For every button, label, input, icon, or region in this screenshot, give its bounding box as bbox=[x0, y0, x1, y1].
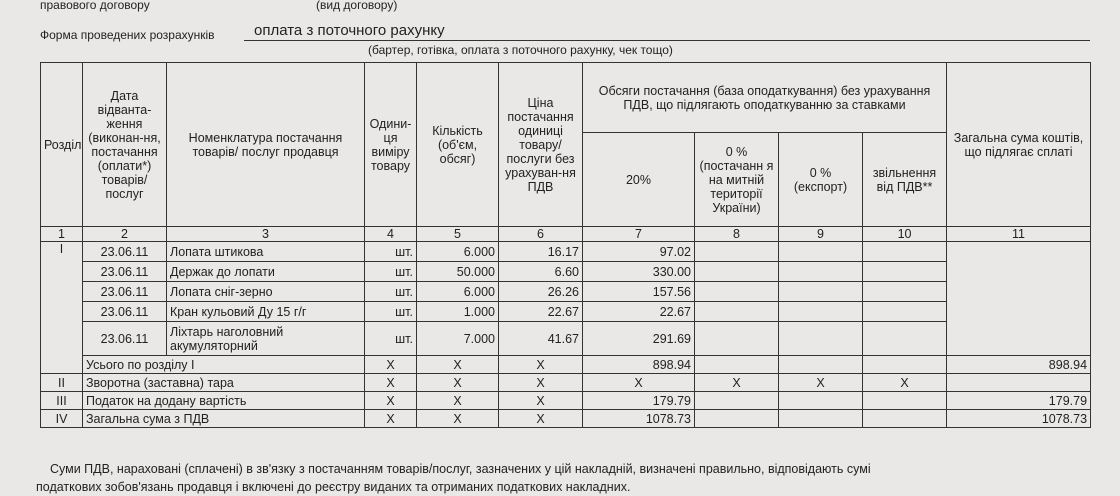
x-mark: X bbox=[365, 410, 417, 428]
header-rate-20: 20% bbox=[583, 133, 695, 227]
x-mark: X bbox=[499, 356, 583, 374]
column-number: 4 bbox=[365, 227, 417, 242]
x-mark: X bbox=[417, 410, 499, 428]
x-mark: X bbox=[365, 374, 417, 392]
item-value-20: 330.00 bbox=[583, 262, 695, 282]
x-mark: X bbox=[417, 374, 499, 392]
item-qty: 6.000 bbox=[417, 242, 499, 262]
table-row bbox=[41, 302, 1091, 322]
item-unit: шт. bbox=[365, 262, 417, 282]
item-name: Лопата сніг-зерно bbox=[167, 282, 365, 302]
header-rate-0-customs: 0 % (постачанн я на митній території України) bbox=[695, 133, 779, 227]
header-price: Ціна постачання одиниці товару/ послуги без урахуван-ня ПДВ bbox=[499, 63, 583, 227]
payment-form-field bbox=[244, 20, 1090, 41]
payment-form-value: оплата з поточного рахунку bbox=[254, 22, 445, 39]
item-date: 23.06.11 bbox=[83, 322, 167, 356]
section-total-sum: 898.94 bbox=[947, 356, 1091, 374]
column-number: 8 bbox=[695, 227, 779, 242]
footer-line-1: Суми ПДВ, нараховані (сплачені) в зв'язку з постачанням товарів/послуг, зазначених у цій накладній, визначені правильно, відповідають сумі bbox=[50, 462, 871, 476]
item-price: 26.26 bbox=[499, 282, 583, 302]
header-vat-exempt: звільнення від ПДВ** bbox=[863, 133, 947, 227]
section-row bbox=[41, 392, 1091, 410]
item-date: 23.06.11 bbox=[83, 262, 167, 282]
contract-type-hint: (вид договору) bbox=[316, 0, 398, 12]
item-date: 23.06.11 bbox=[83, 302, 167, 322]
column-number: 6 bbox=[499, 227, 583, 242]
item-date: 23.06.11 bbox=[83, 242, 167, 262]
section-row bbox=[41, 410, 1091, 428]
header-row-1 bbox=[41, 63, 1091, 133]
item-value-20: 22.67 bbox=[583, 302, 695, 322]
header-quantity: Кількість (об'єм, обсяг) bbox=[417, 63, 499, 227]
item-name: Ліхтарь наголовний акумуляторний bbox=[167, 322, 365, 356]
section-label: Загальна сума з ПДВ bbox=[83, 410, 365, 428]
column-number: 1 bbox=[41, 227, 83, 242]
item-qty: 50.000 bbox=[417, 262, 499, 282]
header-section: Розділ bbox=[41, 63, 83, 227]
item-value-20: 291.69 bbox=[583, 322, 695, 356]
invoice-table bbox=[40, 62, 1091, 428]
section-row bbox=[41, 374, 1091, 392]
section-cell: I bbox=[41, 242, 83, 374]
item-value-20: 97.02 bbox=[583, 242, 695, 262]
section-total-value-20: 898.94 bbox=[583, 356, 695, 374]
payment-form-hint: (бартер, готівка, оплата з поточного рахунку, чек тощо) bbox=[368, 43, 673, 57]
section-cell: IV bbox=[41, 410, 83, 428]
x-mark: X bbox=[499, 392, 583, 410]
x-mark: X bbox=[695, 374, 779, 392]
section-label: Податок на додану вартість bbox=[83, 392, 365, 410]
column-number: 5 bbox=[417, 227, 499, 242]
column-number: 3 bbox=[167, 227, 365, 242]
x-mark: X bbox=[863, 374, 947, 392]
grand-total-value-20: 1078.73 bbox=[583, 410, 695, 428]
x-mark: X bbox=[365, 356, 417, 374]
column-number: 10 bbox=[863, 227, 947, 242]
item-price: 16.17 bbox=[499, 242, 583, 262]
table-row bbox=[41, 322, 1091, 356]
item-price: 41.67 bbox=[499, 322, 583, 356]
item-price: 22.67 bbox=[499, 302, 583, 322]
header-volumes-group: Обсяги постачання (база оподаткування) без урахування ПДВ, що підлягають оподаткуванню за ставками bbox=[583, 63, 947, 133]
x-mark: X bbox=[417, 392, 499, 410]
item-value-20: 157.56 bbox=[583, 282, 695, 302]
section-cell: II bbox=[41, 374, 83, 392]
footer-line-2: податкових зобов'язань продавця і включені до реєстру виданих та отриманих податкових накладних. bbox=[36, 480, 631, 494]
grand-total-sum: 1078.73 bbox=[947, 410, 1091, 428]
column-numbers-row bbox=[41, 227, 1091, 242]
payment-form-label: Форма проведених розрахунків bbox=[40, 28, 215, 42]
item-unit: шт. bbox=[365, 242, 417, 262]
header-rate-0-export: 0 % (експорт) bbox=[779, 133, 863, 227]
header-date: Дата відванта-ження (виконан-ня, постачання (оплати*) товарів/ послуг bbox=[83, 63, 167, 227]
column-number: 11 bbox=[947, 227, 1091, 242]
vat-sum: 179.79 bbox=[947, 392, 1091, 410]
header-unit: Одини-ця виміру товару bbox=[365, 63, 417, 227]
item-unit: шт. bbox=[365, 302, 417, 322]
x-mark: X bbox=[417, 356, 499, 374]
column-number: 7 bbox=[583, 227, 695, 242]
section-total-label: Усього по розділу I bbox=[83, 356, 365, 374]
item-date: 23.06.11 bbox=[83, 282, 167, 302]
item-qty: 7.000 bbox=[417, 322, 499, 356]
table-row bbox=[41, 282, 1091, 302]
item-price: 6.60 bbox=[499, 262, 583, 282]
item-qty: 1.000 bbox=[417, 302, 499, 322]
x-mark: X bbox=[583, 374, 695, 392]
x-mark: X bbox=[779, 374, 863, 392]
table-row bbox=[41, 242, 1091, 262]
item-unit: шт. bbox=[365, 322, 417, 356]
item-name: Лопата штикова bbox=[167, 242, 365, 262]
header-nomenclature: Номенклатура постачання товарів/ послуг продавця bbox=[167, 63, 365, 227]
item-qty: 6.000 bbox=[417, 282, 499, 302]
column-number: 2 bbox=[83, 227, 167, 242]
header-total: Загальна сума коштів, що підлягає сплаті bbox=[947, 63, 1091, 227]
column-number: 9 bbox=[779, 227, 863, 242]
x-mark: X bbox=[365, 392, 417, 410]
total-empty-cell bbox=[947, 242, 1091, 356]
section-cell: III bbox=[41, 392, 83, 410]
table-row bbox=[41, 262, 1091, 282]
item-name: Держак до лопати bbox=[167, 262, 365, 282]
section-total-row bbox=[41, 356, 1091, 374]
vat-value-20: 179.79 bbox=[583, 392, 695, 410]
item-name: Кран кульовий Ду 15 г/г bbox=[167, 302, 365, 322]
item-unit: шт. bbox=[365, 282, 417, 302]
section-label: Зворотна (заставна) тара bbox=[83, 374, 365, 392]
x-mark: X bbox=[499, 410, 583, 428]
x-mark: X bbox=[499, 374, 583, 392]
contract-type-left-label: правового договору bbox=[40, 0, 150, 12]
